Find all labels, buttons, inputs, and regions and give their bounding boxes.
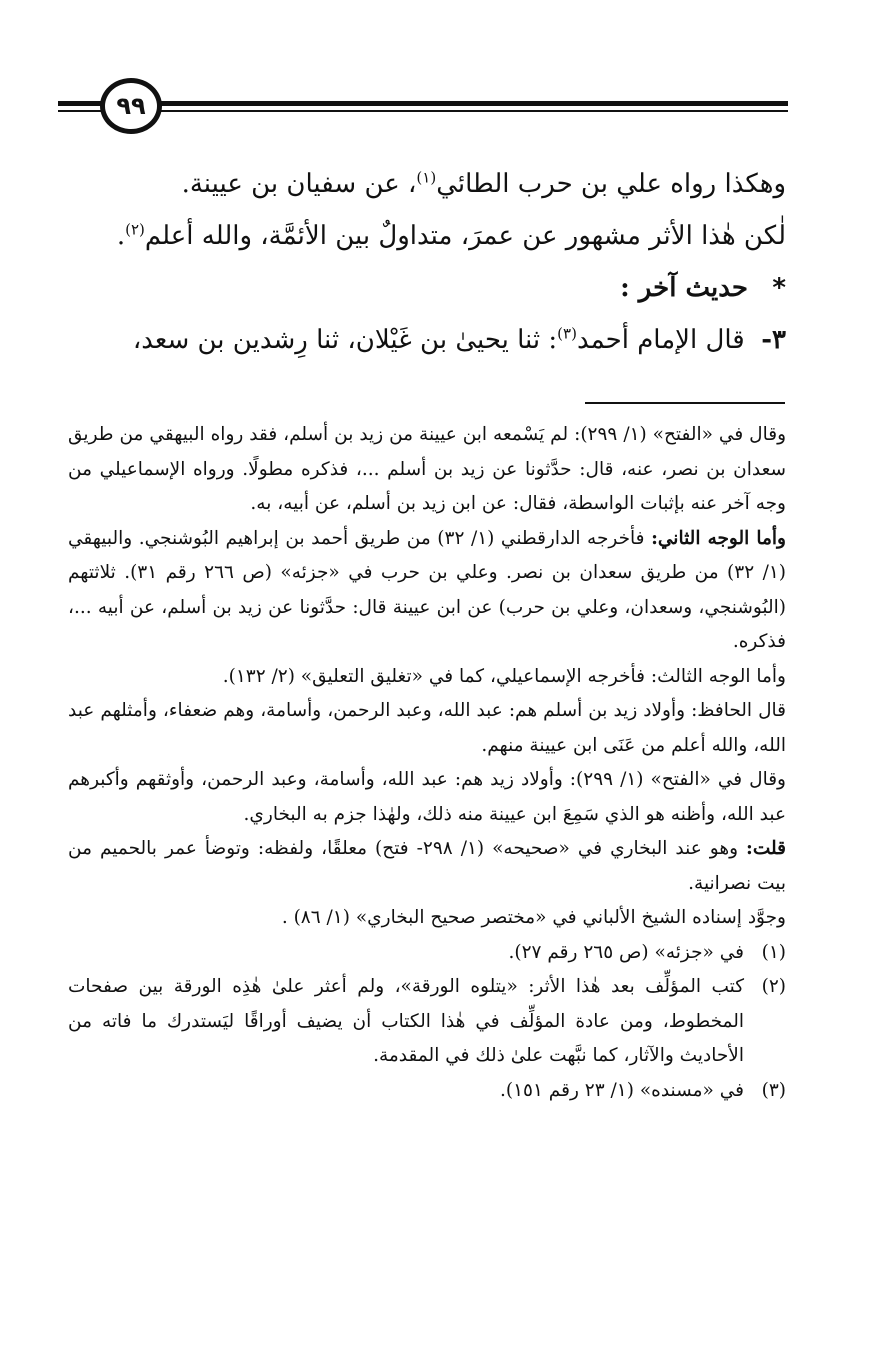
footnote-1	[68, 936, 786, 971]
section-heading	[68, 262, 786, 314]
text-segment: قال الإمام أحمد	[576, 325, 745, 355]
text-segment: وهكذا رواه علي بن حرب الطائي	[436, 169, 786, 199]
main-line-2	[68, 210, 786, 262]
text-segment: .	[116, 221, 126, 251]
page-header	[58, 78, 788, 144]
footnote-text: كتب المؤلِّف بعد هٰذا الأثر: «يتلوه الورقة»، ولم أعثر علىٰ هٰذِه الورقة بين صفحات المخطوط، ومن عادة المؤلِّف في هٰذا الكتاب أن يضيف أوراقًا ليَستدرك ما فاته من الأحاديث والآثار، كما نبَّهت علىٰ ذلك في المقدمة.	[68, 976, 744, 1066]
text-segment: وهو عند البخاري في «صحيحه» (١/ ٢٩٨- فتح) معلقًا، ولفظه: وتوضأ عمر بالحميم من بيت نصرانية.	[68, 838, 786, 894]
footnote-ref-1: (١)	[416, 168, 437, 187]
footnote-mark: (٣)	[761, 1079, 786, 1101]
header-rule-thick	[158, 101, 788, 106]
paragraph-label: وأما الوجه الثاني:	[651, 527, 786, 549]
commentary-paragraph: وجوَّد إسناده الشيخ الألباني في «مختصر صحيح البخاري» (١/ ٨٦) .	[281, 907, 786, 928]
commentary-paragraph	[68, 832, 786, 901]
footnote-mark: (٢)	[761, 976, 786, 997]
hadith-number: ٣-	[761, 325, 786, 355]
footnote-separator	[585, 402, 785, 404]
main-line-1	[68, 158, 786, 210]
commentary-paragraph: وأما الوجه الثالث: فأخرجه الإسماعيلي، كما في «تغليق التعليق» (٢/ ١٣٢).	[222, 665, 786, 687]
text-segment: : ثنا يحيىٰ بن غَيْلان، ثنا رِشدين بن سعد،	[132, 325, 558, 355]
footnote-ref-3: (٣)	[557, 324, 577, 343]
commentary-paragraph: وقال في «الفتح» (١/ ٢٩٩): وأولاد زيد هم: عبد الله، وأسامة، وعبد الرحمن، وأوثقهم وأكبرهم عبد الله، وأظنه هو الذي سَمِعَ ابن عيينة منه ذلك، ولهٰذا جزم به البخاري.	[68, 769, 786, 825]
heading-text: حديث آخر :	[620, 273, 748, 303]
text-segment: فأخرجه الدارقطني (١/ ٣٢) من طريق أحمد بن إبراهيم البُوشنجي. والبيهقي (١/ ٣٢) من طريق سعدان بن نصر. وعلي بن حرب في «جزئه» (ص ٢٦٦ رقم ٣١). ثلاثتهم (البُوشنجي، وسعدان، وعلي بن حرب) عن ابن عيينة قال: حدَّثونا عن زيد بن أسلم، عن أبيه ...، فذكره.	[68, 527, 786, 652]
footnote-ref-2: (٢)	[125, 220, 145, 239]
footnote-2	[68, 970, 786, 1074]
paragraph-label: قلت:	[746, 838, 786, 859]
header-rule-left-thick	[58, 101, 103, 106]
footnote-text: في «جزئه» (ص ٢٦٥ رقم ٢٧).	[508, 941, 744, 963]
asterisk-icon: *	[772, 273, 786, 303]
commentary-paragraph	[68, 522, 786, 660]
text-segment: لٰكن هٰذا الأثر مشهور عن عمرَ، متداولٌ بين الأئمَّة، والله أعلم	[144, 221, 786, 251]
hadith-line	[68, 314, 786, 366]
main-text	[68, 158, 786, 366]
page-number: ٩٩	[100, 78, 162, 134]
text-segment: ، عن سفيان بن عيينة.	[181, 169, 417, 199]
footnote-3	[68, 1074, 786, 1109]
commentary-paragraph: وقال في «الفتح» (١/ ٢٩٩): لم يَسْمعه ابن عيينة من زيد بن أسلم، فقد رواه البيهقي من طريق سعدان بن نصر، عنه، قال: حدَّثونا عن زيد بن أسلم ...، فذكره مطولًا. ورواه الإسماعيلي من وجه آخر عنه بإثبات الواسطة، فقال: عن ابن زيد بن أسلم، عن أبيه، به.	[68, 424, 787, 514]
footnotes-area	[68, 418, 786, 1108]
header-rule-left-thin	[58, 110, 103, 112]
footnote-mark: (١)	[761, 941, 786, 963]
commentary-paragraph: قال الحافظ: وأولاد زيد بن أسلم هم: عبد الله، وعبد الرحمن، وأسامة، وهم ضعفاء، وأمثلهم عبد الله، والله أعلم من عَنَى ابن عيينة منهم.	[68, 700, 786, 756]
header-rule-thin	[158, 110, 788, 112]
footnote-text: في «مسنده» (١/ ٢٣ رقم ١٥١).	[500, 1079, 744, 1101]
